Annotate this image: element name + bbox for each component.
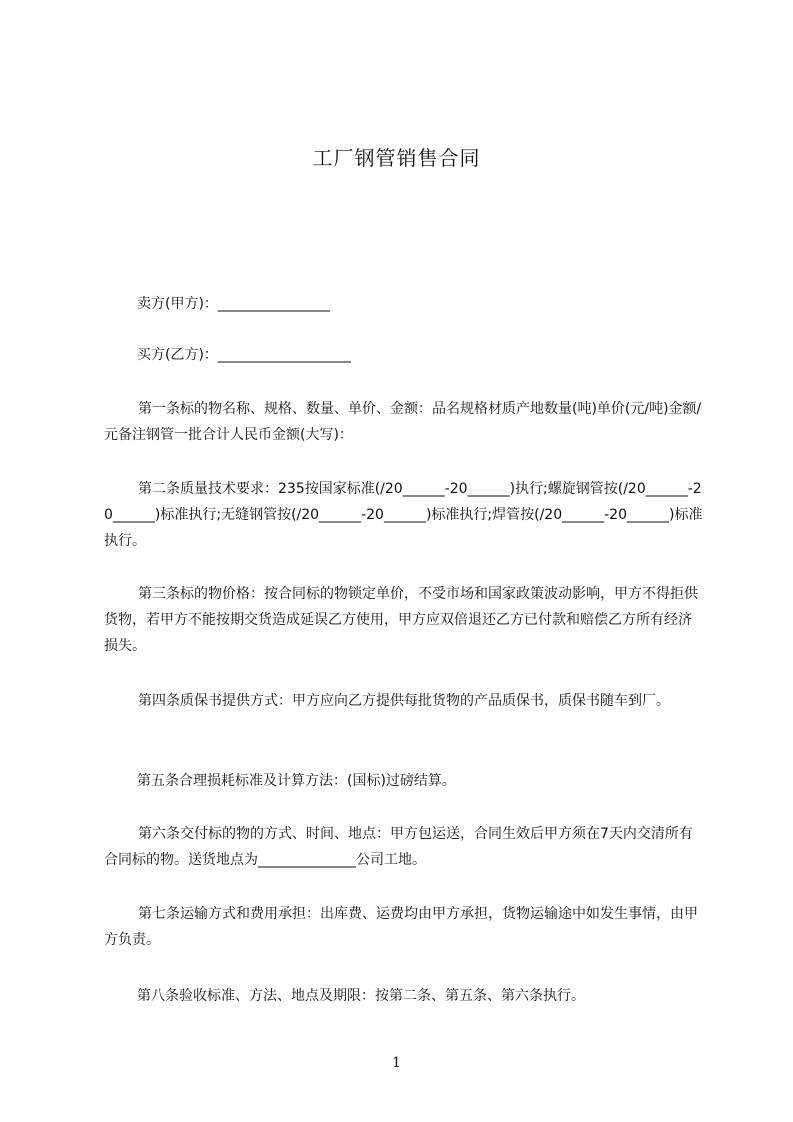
article-6: 第六条交付标的物的方式、时间、地点：甲方包运送，合同生效后甲方须在7天内交清所有合同标的物。送货地点为______________公司工地。 [104,826,693,868]
article-1: 第一条标的物名称、规格、数量、单价、金额：品名规格材质产地数量(吨)单价(元/吨)金额/元备注钢管一批合计人民币金额(大写)： [104,401,702,443]
buyer-line: 买方(乙方)：___________________ [137,347,351,363]
article-7: 第七条运输方式和费用承担：出库费、运费均由甲方承担，货物运输途中如发生事情，由甲方负责。 [104,906,698,948]
article-8: 第八条验收标准、方法、地点及期限：按第二条、第五条、第六条执行。 [137,988,585,1004]
page-number: 1 [392,1055,401,1071]
article-3: 第三条标的物价格：按合同标的物锁定单价，不受市场和国家政策波动影响，甲方不得拒供货物，若甲方不能按期交货造成延误乙方使用，甲方应双倍退还乙方已付款和赔偿乙方所有经济损失。 [104,586,698,654]
contract-title: 工厂钢管销售合同 [312,146,481,170]
article-5: 第五条合理损耗标准及计算方法：(国标)过磅结算。 [137,773,456,789]
article-4: 第四条质保书提供方式：甲方应向乙方提供每批货物的产品质保书，质保书随车到厂。 [138,693,670,709]
seller-line: 卖方(甲方)：________________ [137,296,330,312]
article-2: 第二条质量技术要求：235按国家标准(/20______-20______)执行;螺旋钢管按(/20______-20______)标准执行;无缝钢管按(/20______-20______)标准执行;焊管按(/20______-20______)标准执行。 [104,481,703,549]
